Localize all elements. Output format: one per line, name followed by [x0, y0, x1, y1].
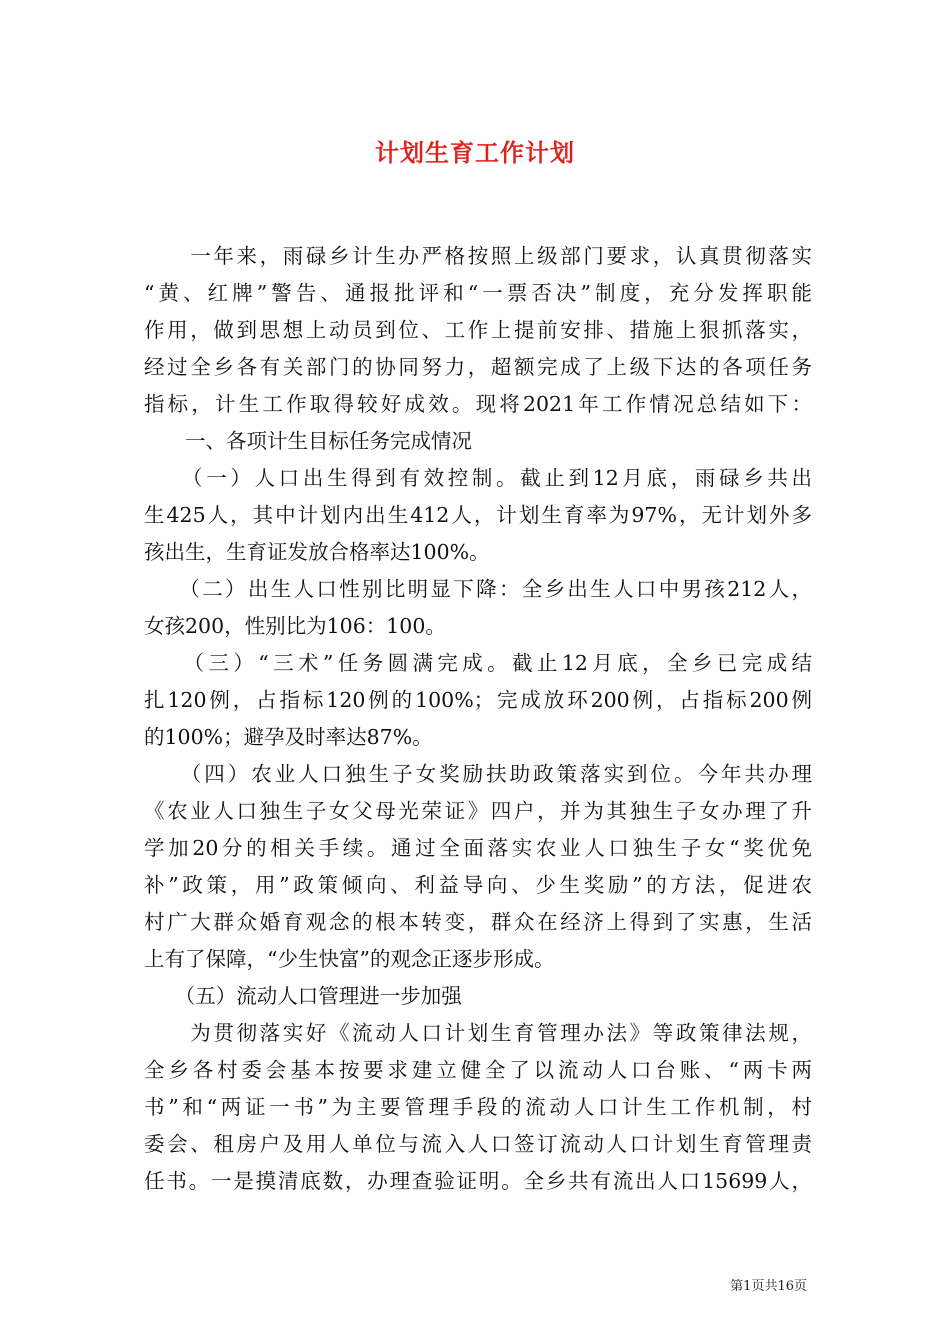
text-line: 学加20分的相关手续。通过全面落实农业人口独生子女“奖优免 — [144, 836, 812, 860]
text-line: （二）出生人口性别比明显下降：全乡出生人口中男孩212人， — [144, 577, 812, 601]
text-line: 生425人，其中计划内出生412人，计划生育率为97%，无计划外多 — [144, 503, 812, 527]
text-line: 书”和“两证一书”为主要管理手段的流动人口计生工作机制，村 — [144, 1095, 812, 1119]
text-line: 孩出生，生育证发放合格率达100%。 — [144, 540, 490, 564]
text-line: 女孩200，性别比为106：100。 — [144, 614, 446, 638]
text-line: 《农业人口独生子女父母光荣证》四户，并为其独生子女办理了升 — [144, 799, 812, 823]
page-number: 第1页共16页 — [730, 1279, 807, 1294]
text-line: 村广大群众婚育观念的根本转变，群众在经济上得到了实惠，生活 — [144, 910, 812, 934]
text-line: 的100%；避孕及时率达87%。 — [144, 725, 433, 749]
document-body — [144, 238, 812, 1200]
text-line: 作用，做到思想上动员到位、工作上提前安排、措施上狠抓落实， — [144, 318, 812, 342]
text-line: 指标，计生工作取得较好成效。现将2021年工作情况总结如下： — [144, 392, 812, 416]
text-line: 经过全乡各有关部门的协同努力，超额完成了上级下达的各项任务 — [144, 355, 812, 379]
text-line: 一年来，雨碌乡计生办严格按照上级部门要求，认真贯彻落实 — [144, 244, 812, 268]
text-line: 委会、租房户及用人单位与流入人口签订流动人口计划生育管理责 — [144, 1132, 812, 1156]
document-title: 计划生育工作计划 — [375, 138, 575, 167]
text-line: 扎120例，占指标120例的100%；完成放环200例，占指标200例 — [144, 688, 812, 712]
text-line: 补”政策，用”政策倾向、利益导向、少生奖励”的方法，促进农 — [144, 873, 812, 897]
section-heading: 一、各项计生目标任务完成情况 — [144, 429, 472, 453]
text-line: “黄、红牌”警告、通报批评和“一票否决”制度，充分发挥职能 — [144, 281, 812, 305]
text-line: （四）农业人口独生子女奖励扶助政策落实到位。今年共办理 — [144, 762, 812, 786]
text-line: （三）“三术”任务圆满完成。截止12月底，全乡已完成结 — [144, 651, 812, 675]
text-line: 上有了保障，“少生快富”的观念正逐步形成。 — [144, 947, 555, 971]
text-line: 任书。一是摸清底数，办理查验证明。全乡共有流出人口15699人， — [144, 1169, 812, 1193]
text-line: （一）人口出生得到有效控制。截止到12月底，雨碌乡共出 — [144, 466, 812, 490]
text-line: 全乡各村委会基本按要求建立健全了以流动人口台账、“两卡两 — [144, 1058, 812, 1082]
section-heading: （五）流动人口管理进一步加强 — [144, 984, 462, 1008]
text-line: 为贯彻落实好《流动人口计划生育管理办法》等政策律法规， — [144, 1021, 812, 1045]
